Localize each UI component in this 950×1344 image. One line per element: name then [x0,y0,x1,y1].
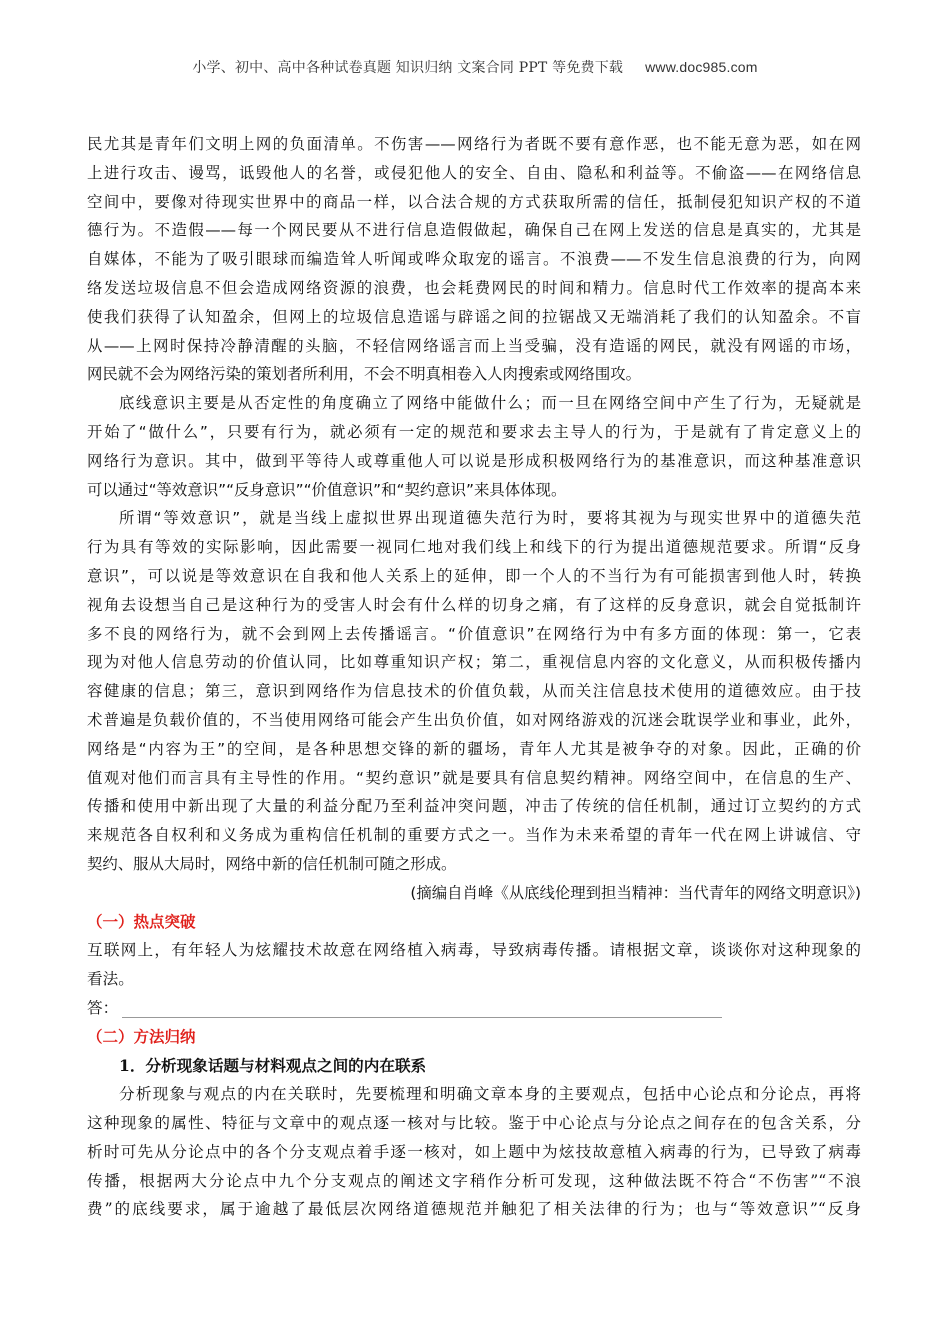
paragraph-line: 络发送垃圾信息不但会造成网络资源的浪费，也会耗费网民的时间和精力。信息时代工作效率的提高本来 [87,278,861,297]
paragraph-line: 值观对他们而言具有主导性的作用。“契约意识”就是要具有信息契约精神。网络空间中，在信息的生产、 [87,768,861,787]
header-text: 小学、初中、高中各种试卷真题 知识归纳 文案合同 PPT 等免费下载 [192,60,624,76]
paragraph-line: 所谓“等效意识”，就是当线上虚拟世界出现道德失范行为时，要将其视为与现实世界中的道德失范 [119,509,861,528]
method-line: 这种现象的属性、特征与文章中的观点逐一核对与比较。鉴于中心论点与分论点之间存在的包含关系，分 [87,1114,861,1133]
question-line: 看法。 [87,970,134,989]
answer-line [87,994,861,1023]
section-title-hotspot: （一）热点突破 [87,912,196,931]
paragraph-line: 空间中，要像对待现实世界中的商品一样，以合法合规的方式获取所需的信任，抵制侵犯知识产权的不道 [87,192,861,211]
paragraph-line: 多不良的网络行为，就不会到网上去传播谣言。“价值意识”在网络行为中有多方面的体现：第一，它表 [87,624,861,643]
paragraph-line: 网络行为意识。其中，做到平等待人或尊重他人可以说是形成积极网络行为的基准意识，而这种基准意识 [87,451,861,470]
paragraph-line: 网络是“内容为王”的空间，是各种思想交锋的新的疆场，青年人尤其是被争夺的对象。因此，正确的价 [87,739,861,758]
paragraph-line: 传播和使用中新出现了大量的利益分配乃至利益冲突问题，冲击了传统的信任机制，通过订立契约的方式 [87,797,861,816]
paragraph-line: 民尤其是青年们文明上网的负面清单。不伤害——网络行为者既不要有意作恶，也不能无意为恶，如在网 [87,135,861,153]
answer-label: 答： [87,998,119,1017]
method-line: 费”的底线要求，属于逾越了最低层次网络道德规范并触犯了相关法律的行为；也与“等效意识”“反身 [87,1200,861,1219]
source-citation: (摘编自肖峰《从底线伦理到担当精神：当代青年的网络文明意识》) [410,883,861,902]
paragraph-line: 底线意识主要是从否定性的角度确立了网络中能做什么；而一旦在网络空间中产生了行为，无疑就是 [119,394,861,413]
paragraph-line: 意识”，可以说是等效意识在自我和他人关系上的延伸，即一个人的不当行为有可能损害到他人时，转换 [87,566,861,585]
paragraph-line: 视角去设想当自己是这种行为的受害人时会有什么样的切身之痛，有了这样的反身意识，就会自觉抵制许 [87,595,861,614]
paragraph-line: 来规范各自权利和义务成为重构信任机制的重要方式之一。当作为未来希望的青年一代在网上讲诚信、守 [87,826,861,845]
paragraph-line: 可以通过“等效意识”“反身意识”“价值意识”和“契约意识”来具体体现。 [87,480,567,499]
paragraph-line: 使我们获得了认知盈余，但网上的垃圾信息造谣与辟谣之间的拉锯战又无端消耗了我们的认知盈余。不盲 [87,307,861,326]
header-url: www.doc985.com [645,59,758,75]
method-line: 分析现象与观点的内在关联时，先要梳理和明确文章本身的主要观点，包括中心论点和分论点，再将 [119,1085,861,1104]
paragraph-line: 自媒体，不能为了吸引眼球而编造耸人听闻或哗众取宠的谣言。不浪费——不发生信息浪费的行为，向网 [87,250,861,269]
paragraph-line: 网民就不会为网络污染的策划者所利用，不会不明真相卷入人肉搜索或网络围攻。 [87,365,642,384]
answer-blank[interactable] [122,999,722,1018]
paragraph-line: 契约、服从大局时，网络中新的信任机制可随之形成。 [87,854,457,873]
paragraph-line: 容健康的信息；第三，意识到网络作为信息技术的价值负载，从而关注信息技术使用的道德效应。由于技 [87,682,861,701]
article-content [87,130,861,1224]
method-line: 传播，根据两大分论点中九个分支观点的阐述文字稍作分析可发现，这种做法既不符合“不伤害”“不浪 [87,1171,861,1190]
paragraph-line: 术普遍是负载价值的，不当使用网络可能会产生出负价值，如对网络游戏的沉迷会耽误学业和事业，此外， [87,710,861,729]
question-line: 互联网上，有年轻人为炫耀技术故意在网络植入病毒，导致病毒传播。请根据文章，谈谈你对这种现象的 [87,941,861,960]
page-header [0,57,950,77]
paragraph-line: 德行为。不造假——每一个网民要从不进行信息造假做起，确保自己在网上发送的信息是真实的，尤其是 [87,221,861,240]
paragraph-line: 上进行攻击、谩骂，诋毁他人的名誉，或侵犯他人的安全、自由、隐私和利益等。不偷盗——在网络信息 [87,163,861,182]
method-subtitle: 1．分析现象话题与材料观点之间的内在联系 [119,1055,427,1075]
section-title-method: （二）方法归纳 [87,1027,196,1046]
paragraph-line: 从——上网时保持冷静清醒的头脑，不轻信网络谣言而上当受骗，没有造谣的网民，就没有网谣的市场， [87,336,861,355]
paragraph-line: 开始了“做什么”，只要有行为，就必须有一定的规范和要求去主导人的行为，于是就有了肯定意义上的 [87,422,861,441]
paragraph-line: 现为对他人信息劳动的价值认同，比如尊重知识产权；第二，重视信息内容的文化意义，从而积极传播内 [87,653,861,672]
method-line: 析时可先从分论点中的各个分支观点着手逐一核对，如上题中为炫技故意植入病毒的行为，已导致了病毒 [87,1142,861,1161]
paragraph-line: 行为具有等效的实际影响，因此需要一视同仁地对我们线上和线下的行为提出道德规范要求。所谓“反身 [87,538,861,557]
